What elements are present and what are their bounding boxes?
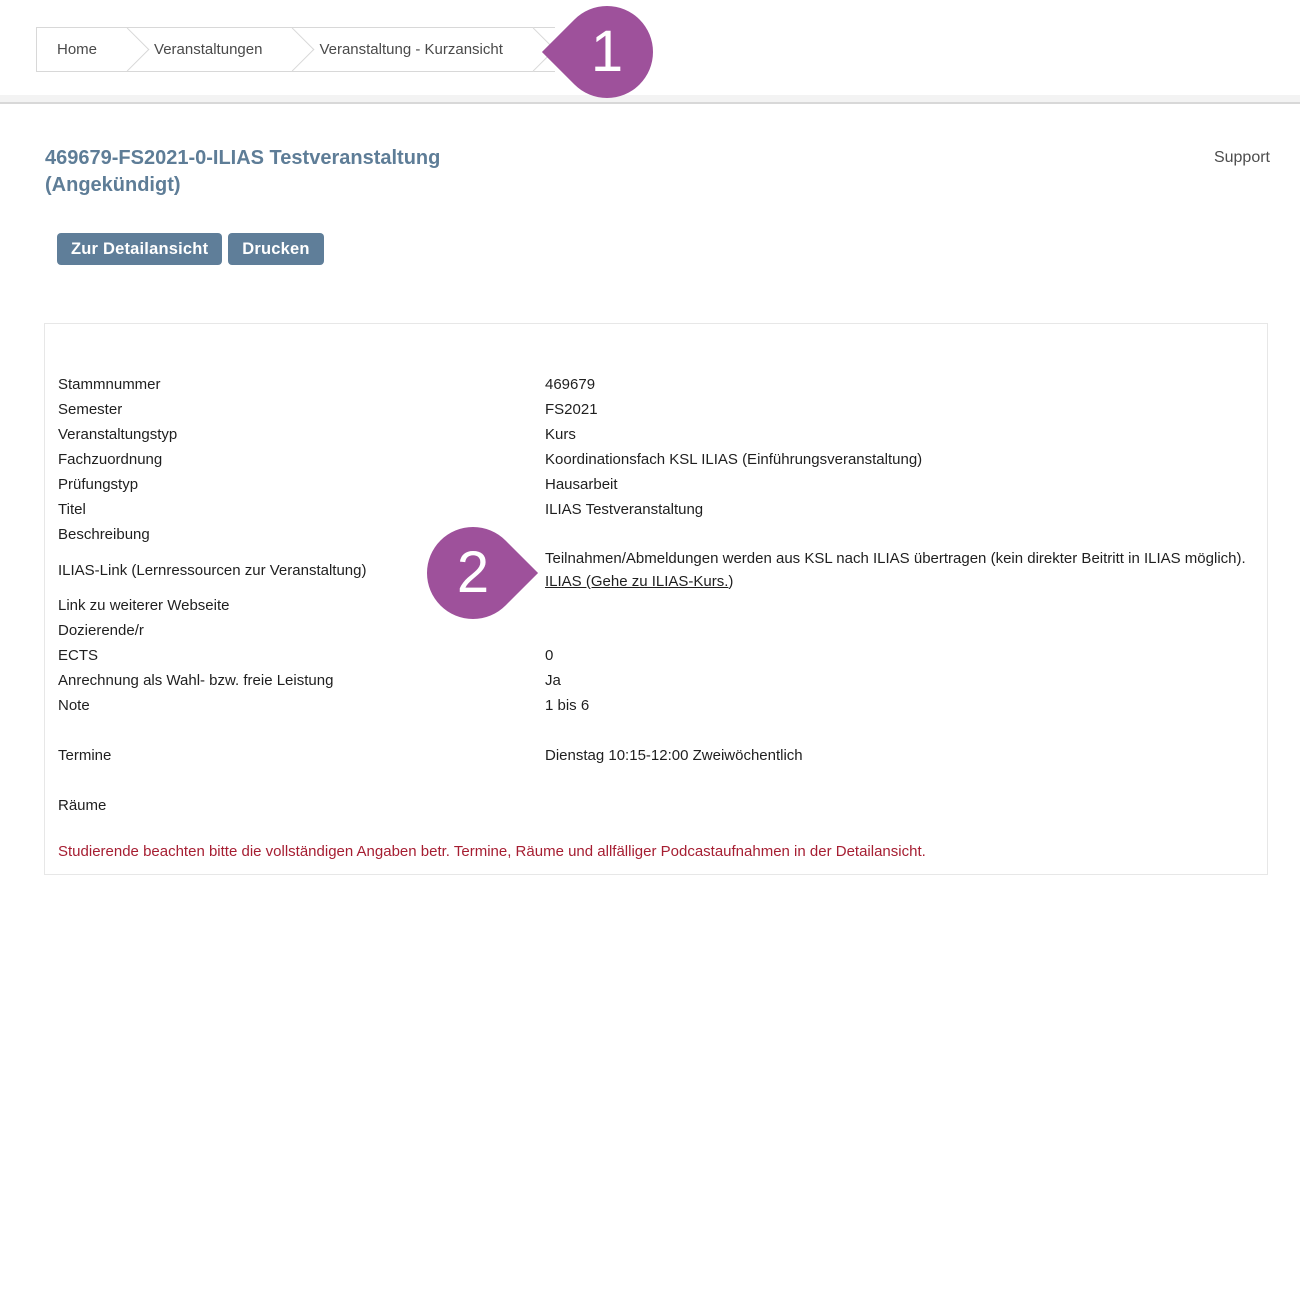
detail-label: Stammnummer: [58, 376, 161, 393]
detail-value: [545, 547, 1254, 593]
detail-label: Räume: [58, 797, 107, 814]
detail-label: Veranstaltungstyp: [58, 426, 178, 443]
annotation-number: 2: [456, 540, 490, 605]
detail-row-fachzuordnung: [58, 447, 1254, 472]
annotation-balloon-1: [561, 6, 653, 98]
detail-value: FS2021: [545, 401, 598, 418]
ilias-link-line: [545, 570, 1254, 593]
ilias-link-suffix: ): [728, 573, 734, 590]
detail-row-ilias-link: [58, 547, 1254, 593]
annotation-number: 1: [590, 19, 624, 84]
detail-row-beschreibung: [58, 522, 1254, 547]
detail-value: Hausarbeit: [545, 476, 618, 493]
detail-row-webseite-link: [58, 593, 1254, 618]
detail-value: 469679: [545, 376, 596, 393]
detail-view-button[interactable]: Zur Detailansicht: [57, 233, 222, 265]
detail-value: Dienstag 10:15-12:00 Zweiwöchentlich: [545, 747, 803, 764]
breadcrumb-home[interactable]: Home: [57, 41, 98, 58]
detail-row-dozierende: [58, 618, 1254, 643]
detail-label: Termine: [58, 747, 112, 764]
detail-value: 1 bis 6: [545, 697, 590, 714]
detail-value: ILIAS Testveranstaltung: [545, 501, 704, 518]
detail-row-raeume: [58, 793, 1254, 818]
row-spacer: [58, 768, 1254, 793]
chevron-right-icon: [106, 28, 150, 72]
detail-label: Prüfungstyp: [58, 476, 139, 493]
student-note: Studierende beachten bitte die vollständigen Angaben betr. Termine, Räume und allfälliger Podcastaufnahmen in der Detailansicht.: [58, 843, 926, 860]
ilias-info-text: Teilnahmen/Abmeldungen werden aus KSL nach ILIAS übertragen (kein direkter Beitritt in ILIAS möglich).: [545, 550, 1246, 567]
ilias-course-link[interactable]: ILIAS (Gehe zu ILIAS-Kurs.: [545, 573, 729, 590]
chevron-right-icon: [271, 28, 315, 72]
breadcrumb-veranstaltung-kurzansicht: Veranstaltung - Kurzansicht: [319, 41, 503, 58]
detail-value: Ja: [545, 672, 561, 689]
detail-label: Beschreibung: [58, 526, 150, 543]
detail-row-semester: [58, 397, 1254, 422]
detail-row-termine: [58, 743, 1254, 768]
page-title: 469679-FS2021-0-ILIAS Testveranstaltung (Angekündigt): [45, 147, 441, 196]
action-button-row: [57, 233, 324, 265]
detail-row-pruefungstyp: [58, 472, 1254, 497]
detail-value: Koordinationsfach KSL ILIAS (Einführungsveranstaltung): [545, 451, 923, 468]
breadcrumb-veranstaltungen[interactable]: Veranstaltungen: [154, 41, 263, 58]
course-details-panel: [44, 323, 1268, 875]
detail-label: ECTS: [58, 647, 99, 664]
detail-row-veranstaltungstyp: [58, 422, 1254, 447]
detail-label: Link zu weiterer Webseite: [58, 597, 230, 614]
detail-label: Note: [58, 697, 90, 714]
detail-row-stammnummer: [58, 372, 1254, 397]
detail-label: Semester: [58, 401, 123, 418]
detail-row-anrechnung: [58, 668, 1254, 693]
detail-row-note: [58, 693, 1254, 718]
detail-label: Anrechnung als Wahl- bzw. freie Leistung: [58, 672, 334, 689]
detail-value: 0: [545, 647, 554, 664]
detail-row-ects: [58, 643, 1254, 668]
title-row: [45, 145, 1270, 199]
annotation-balloon-2: [427, 527, 519, 619]
detail-row-titel: [58, 497, 1254, 522]
row-spacer: [58, 718, 1254, 743]
print-button[interactable]: Drucken: [228, 233, 323, 265]
detail-label: Titel: [58, 501, 86, 518]
detail-value: Kurs: [545, 426, 576, 443]
detail-label: Dozierende/r: [58, 622, 144, 639]
support-link[interactable]: Support: [1213, 149, 1270, 166]
breadcrumb: [36, 27, 555, 72]
detail-label: ILIAS-Link (Lernressourcen zur Veranstaltung): [58, 561, 367, 579]
detail-label: Fachzuordnung: [58, 451, 163, 468]
